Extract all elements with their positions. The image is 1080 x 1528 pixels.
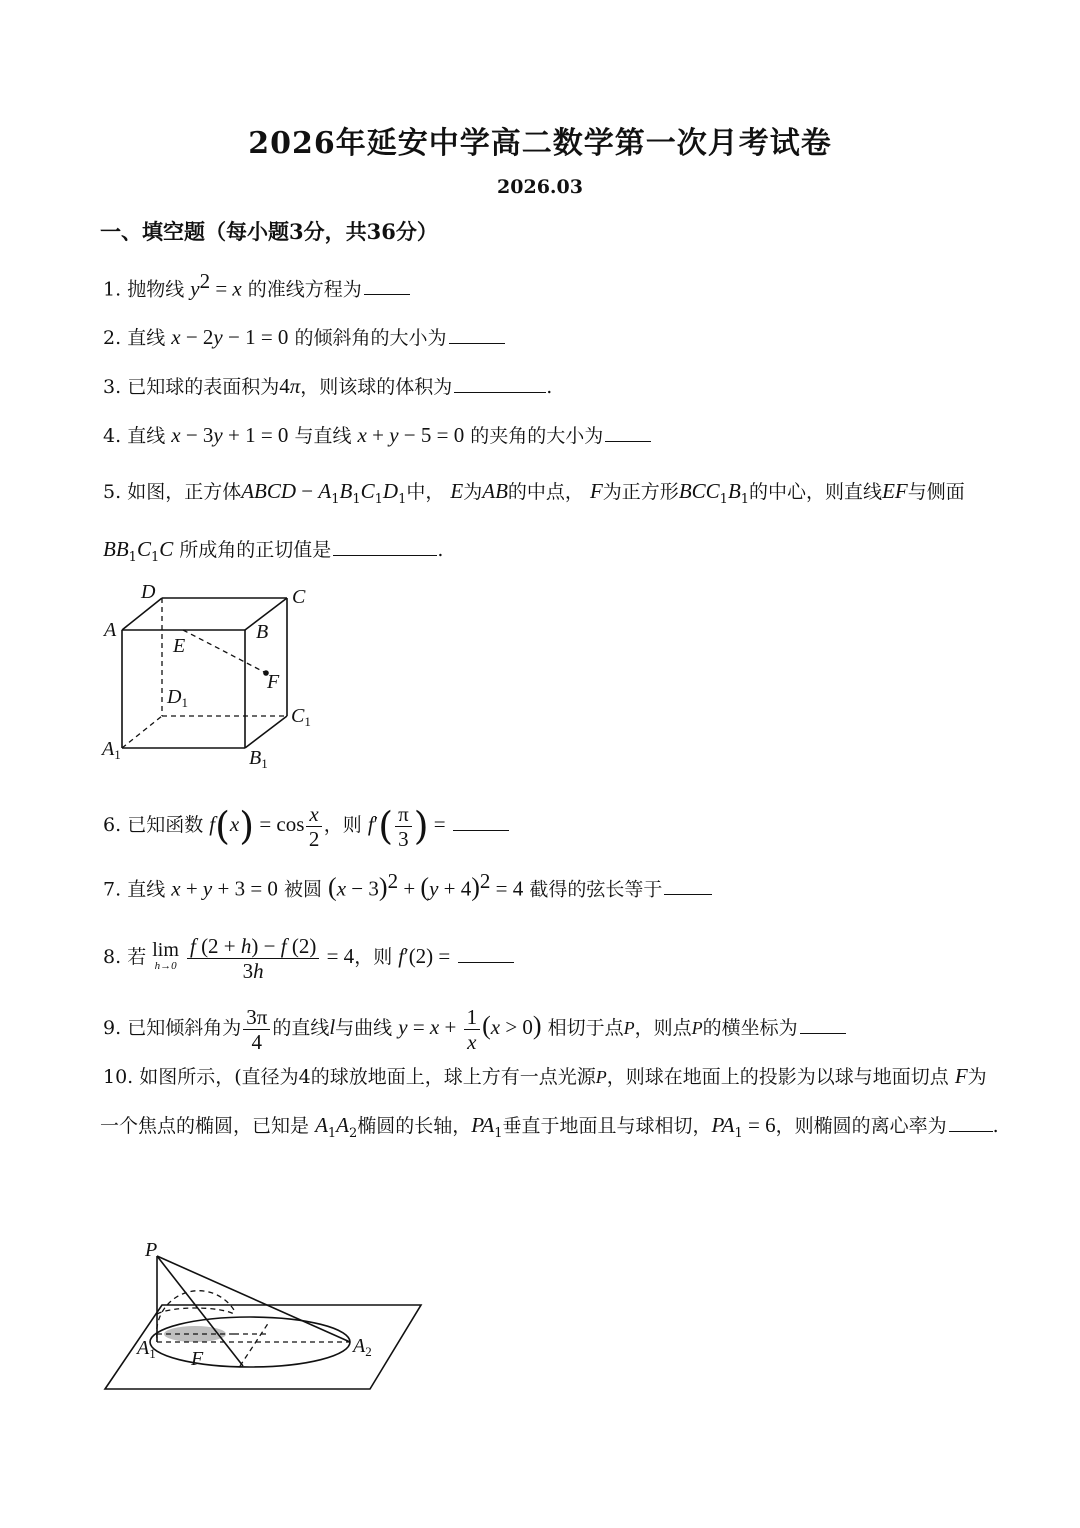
question-9: 9. 已知倾斜角为 $\frac{3\pi}{4}$ 的直线l与曲线 y = x + $\frac{1}{x}$ (x > 0) 相切于点P，则点P的横坐标为 [103, 998, 846, 1056]
label-A2: $A_2$ [353, 1335, 372, 1359]
label-A1: $A_1$ [137, 1337, 156, 1361]
answer-blank [949, 1113, 993, 1132]
question-1: 1. 抛物线 $y^2 = x$ 的准线方程为 [103, 266, 410, 304]
label-E: E [173, 635, 186, 657]
answer-blank [453, 812, 509, 831]
answer-blank [364, 276, 410, 295]
question-5-cont: $BB_1C_1C$ 所成角的正切值是 . [103, 537, 444, 565]
answer-blank [664, 876, 712, 895]
answer-blank [449, 325, 505, 344]
label-B1: $B_1$ [249, 747, 268, 771]
question-6: 6. 已知函数 f(x) = cos $\frac{x}{2}$ ，则 f′( $\frac{\pi}{3}$ ) = [103, 796, 509, 854]
question-10-cont: 一个焦点的椭圆，已知是 $A_1A_2$椭圆的长轴，$PA_1$垂直于地面且与球相切，$PA_1 = 6$，则椭圆的离心率为 . [100, 1113, 999, 1141]
answer-blank [800, 1015, 846, 1034]
exam-title: 2026年延安中学高二数学第一次月考试卷 [248, 126, 832, 161]
label-D1: $D_1$ [167, 686, 188, 710]
label-C1: $C_1$ [291, 705, 311, 729]
section-heading: 一、填空题（每小题3分，共36分） [100, 219, 438, 244]
label-A1: $A_1$ [102, 738, 121, 762]
cube-figure [95, 578, 335, 774]
question-7: 7. 直线 x + y + 3 = 0 被圆 $(x - 3)^2 + (y + 4)^2 = 4$ 截得的弦长等于 [103, 866, 712, 904]
question-2: 2. 直线 x − 2y − 1 = 0 的倾斜角的大小为 [103, 322, 505, 353]
exam-date: 2026.03 [497, 176, 583, 198]
question-4: 4. 直线 x − 3y + 1 = 0 与直线 x + y − 5 = 0 的夹角的大小为 [103, 420, 651, 451]
label-F: F [191, 1348, 204, 1370]
label-F: F [267, 671, 280, 693]
answer-blank [605, 423, 651, 442]
label-P: P [145, 1239, 158, 1261]
question-8: 8. 若 lim h→0 $\frac{f (2 + h) - f (2)}{3h}$ = 4，则 f′(2) = [103, 928, 514, 985]
label-D: D [141, 581, 156, 603]
answer-blank [458, 944, 514, 963]
question-5: 5. 如图，正方体ABCD − $A_1B_1C_1D_1$中， E为AB的中点， F为正方形$BCC_1B_1$的中心，则直线EF与侧面 [103, 479, 965, 507]
answer-blank [333, 537, 437, 556]
question-3: 3. 已知球的表面积为4π，则该球的体积为 . [103, 374, 553, 398]
answer-blank [454, 374, 546, 393]
label-B: B [256, 621, 269, 643]
label-A: A [104, 619, 117, 641]
question-10: 10. 如图所示，(直径为4的球放地面上，球上方有一点光源P，则球在地面上的投影为以球与地面切点 F为 [103, 1064, 987, 1088]
sphere-projection-figure [95, 1238, 435, 1398]
label-C: C [292, 586, 306, 608]
